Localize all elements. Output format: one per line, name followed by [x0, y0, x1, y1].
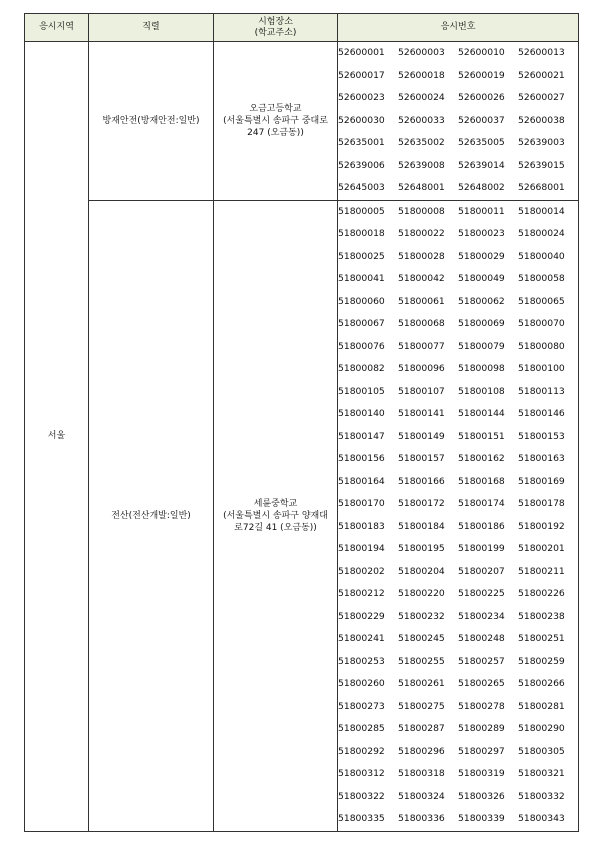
exam-number: 51800275 — [398, 700, 445, 712]
exam-number: 51800220 — [398, 588, 445, 599]
exam-number: 51800289 — [458, 723, 505, 734]
exam-number: 51800049 — [458, 273, 505, 284]
exam-number: 51800060 — [338, 295, 385, 307]
header-position: 직렬 — [89, 14, 214, 42]
exam-number: 52600030 — [338, 114, 385, 126]
exam-number: 51800157 — [398, 453, 445, 464]
exam-number: 51800100 — [518, 363, 565, 374]
exam-number: 51800287 — [398, 723, 445, 734]
exam-number: 51800261 — [398, 678, 445, 689]
number-grid — [338, 42, 578, 200]
position-cell: 방재안전(방재안전:일반) — [89, 42, 214, 201]
exam-number: 51800322 — [338, 790, 385, 802]
exam-number: 51800065 — [518, 295, 565, 307]
exam-number: 52600027 — [518, 92, 565, 103]
exam-number: 51800266 — [518, 678, 565, 689]
exam-number: 51800070 — [518, 318, 565, 329]
exam-number: 51800178 — [518, 498, 565, 509]
exam-number: 52635001 — [338, 137, 385, 148]
exam-number: 52600013 — [518, 47, 565, 58]
exam-number: 51800174 — [458, 498, 505, 509]
header-row — [25, 14, 579, 42]
venue-name: 세륜중학교 — [253, 498, 298, 509]
exam-number: 52635005 — [458, 137, 505, 148]
exam-number: 51800079 — [458, 340, 505, 352]
exam-number: 51800141 — [398, 408, 445, 419]
header-venue-line1: 시험장소 — [258, 16, 293, 27]
venue-address-line2: 247 (오금동)) — [247, 127, 304, 138]
exam-number: 52600010 — [458, 47, 505, 58]
exam-number: 51800343 — [518, 813, 565, 824]
group-row-computing — [25, 200, 579, 831]
exam-number: 51800149 — [398, 430, 445, 442]
exam-number: 51800194 — [338, 543, 385, 554]
exam-number: 52639008 — [398, 159, 445, 171]
exam-number: 52600021 — [518, 69, 565, 81]
exam-number: 52600018 — [398, 69, 445, 81]
exam-number: 51800257 — [458, 655, 505, 667]
exam-number: 51800144 — [458, 408, 505, 419]
exam-number: 51800028 — [398, 250, 445, 262]
exam-number: 51800023 — [458, 228, 505, 239]
exam-number: 51800022 — [398, 228, 445, 239]
exam-number: 51800169 — [518, 475, 565, 487]
exam-number: 51800195 — [398, 543, 445, 554]
exam-number: 51800225 — [458, 588, 505, 599]
header-venue-line2: (학교주소) — [254, 27, 297, 38]
exam-number: 51800098 — [458, 363, 505, 374]
exam-number: 51800251 — [518, 633, 565, 644]
exam-number: 51800170 — [338, 498, 385, 509]
exam-number: 51800202 — [338, 565, 385, 577]
exam-number: 51800166 — [398, 475, 445, 487]
exam-number: 51800312 — [338, 768, 385, 779]
exam-number: 51800335 — [338, 813, 385, 824]
venue-address-line2: 로72길 41 (오금동)) — [234, 522, 317, 533]
exam-number: 51800008 — [398, 205, 445, 217]
exam-number: 52668001 — [518, 182, 565, 193]
exam-number: 52639003 — [518, 137, 565, 148]
exam-number: 51800285 — [338, 723, 385, 734]
exam-number: 52645003 — [338, 182, 385, 193]
exam-number: 51800296 — [398, 745, 445, 757]
exam-number: 51800229 — [338, 610, 385, 622]
header-venue — [214, 14, 338, 42]
number-grid — [338, 201, 578, 831]
exam-number: 51800238 — [518, 610, 565, 622]
exam-number: 51800265 — [458, 678, 505, 689]
exam-number: 52600024 — [398, 92, 445, 103]
exam-number: 51800319 — [458, 768, 505, 779]
exam-number: 51800146 — [518, 408, 565, 419]
exam-number: 51800199 — [458, 543, 505, 554]
exam-number: 52639014 — [458, 159, 505, 171]
position-cell: 전산(전산개발:일반) — [89, 200, 214, 831]
exam-number: 51800068 — [398, 318, 445, 329]
exam-number: 52600019 — [458, 69, 505, 81]
exam-number: 51800192 — [518, 520, 565, 532]
exam-number: 51800292 — [338, 745, 385, 757]
exam-number: 51800232 — [398, 610, 445, 622]
exam-number: 51800153 — [518, 430, 565, 442]
exam-number: 51800041 — [338, 273, 385, 284]
exam-number: 52600026 — [458, 92, 505, 103]
exam-number: 51800080 — [518, 340, 565, 352]
exam-number: 52600023 — [338, 92, 385, 103]
exam-number: 52600001 — [338, 47, 385, 58]
exam-number: 51800281 — [518, 700, 565, 712]
exam-number: 51800318 — [398, 768, 445, 779]
exam-number: 51800005 — [338, 205, 385, 217]
exam-number: 51800164 — [338, 475, 385, 487]
header-numbers: 응시번호 — [338, 14, 579, 42]
exam-number: 51800305 — [518, 745, 565, 757]
venue-address-line1: (서울특별시 송파구 중대로 — [223, 115, 328, 126]
exam-number: 51800058 — [518, 273, 565, 284]
exam-number: 51800151 — [458, 430, 505, 442]
venue-name: 오금고등학교 — [249, 103, 302, 114]
exam-number: 51800278 — [458, 700, 505, 712]
exam-number: 51800241 — [338, 633, 385, 644]
exam-number: 51800260 — [338, 678, 385, 689]
exam-number: 51800212 — [338, 588, 385, 599]
exam-number: 51800096 — [398, 363, 445, 374]
exam-number: 51800108 — [458, 385, 505, 397]
exam-number: 51800107 — [398, 385, 445, 397]
exam-number: 51800018 — [338, 228, 385, 239]
exam-number: 52635002 — [398, 137, 445, 148]
exam-number: 51800042 — [398, 273, 445, 284]
exam-number: 51800067 — [338, 318, 385, 329]
exam-number: 52600003 — [398, 47, 445, 58]
group-row-disaster-safety — [25, 42, 579, 201]
exam-number: 51800326 — [458, 790, 505, 802]
exam-number: 51800062 — [458, 295, 505, 307]
exam-number: 51800207 — [458, 565, 505, 577]
exam-number: 51800324 — [398, 790, 445, 802]
exam-number: 51800226 — [518, 588, 565, 599]
exam-number: 51800077 — [398, 340, 445, 352]
exam-number: 51800234 — [458, 610, 505, 622]
exam-number: 51800255 — [398, 655, 445, 667]
exam-number: 51800253 — [338, 655, 385, 667]
exam-number: 51800025 — [338, 250, 385, 262]
exam-number: 51800162 — [458, 453, 505, 464]
exam-number: 51800140 — [338, 408, 385, 419]
exam-number: 52648002 — [458, 182, 505, 193]
exam-number: 51800204 — [398, 565, 445, 577]
exam-number: 51800029 — [458, 250, 505, 262]
exam-number: 51800163 — [518, 453, 565, 464]
exam-assignment-table — [24, 13, 579, 832]
exam-number: 51800273 — [338, 700, 385, 712]
exam-number: 51800011 — [458, 205, 505, 217]
exam-number: 51800147 — [338, 430, 385, 442]
numbers-cell — [338, 42, 579, 201]
exam-number: 51800290 — [518, 723, 565, 734]
numbers-cell — [338, 200, 579, 831]
exam-number: 51800082 — [338, 363, 385, 374]
exam-number: 51800156 — [338, 453, 385, 464]
exam-number: 51800211 — [518, 565, 565, 577]
exam-number: 52639015 — [518, 159, 565, 171]
exam-number: 51800259 — [518, 655, 565, 667]
exam-number: 52600017 — [338, 69, 385, 81]
exam-number: 51800248 — [458, 633, 505, 644]
exam-number: 51800336 — [398, 813, 445, 824]
exam-number: 51800201 — [518, 543, 565, 554]
exam-number: 51800105 — [338, 385, 385, 397]
venue-cell — [214, 42, 338, 201]
exam-number: 51800183 — [338, 520, 385, 532]
exam-number: 51800040 — [518, 250, 565, 262]
exam-number: 51800069 — [458, 318, 505, 329]
exam-number: 51800113 — [518, 385, 565, 397]
exam-number: 51800061 — [398, 295, 445, 307]
exam-number: 52600037 — [458, 114, 505, 126]
exam-number: 52600038 — [518, 114, 565, 126]
exam-number: 52639006 — [338, 159, 385, 171]
exam-number: 51800297 — [458, 745, 505, 757]
exam-number: 51800339 — [458, 813, 505, 824]
venue-cell — [214, 200, 338, 831]
exam-number: 51800172 — [398, 498, 445, 509]
exam-number: 51800332 — [518, 790, 565, 802]
exam-number: 51800014 — [518, 205, 565, 217]
exam-number: 52648001 — [398, 182, 445, 193]
venue-address-line1: (서울특별시 송파구 양재대 — [223, 510, 328, 521]
exam-number: 51800186 — [458, 520, 505, 532]
exam-number: 51800024 — [518, 228, 565, 239]
exam-number: 51800245 — [398, 633, 445, 644]
exam-number: 52600033 — [398, 114, 445, 126]
exam-number: 51800168 — [458, 475, 505, 487]
exam-number: 51800184 — [398, 520, 445, 532]
exam-number: 51800321 — [518, 768, 565, 779]
header-region: 응시지역 — [25, 14, 89, 42]
region-cell: 서울 — [25, 42, 89, 832]
exam-number: 51800076 — [338, 340, 385, 352]
